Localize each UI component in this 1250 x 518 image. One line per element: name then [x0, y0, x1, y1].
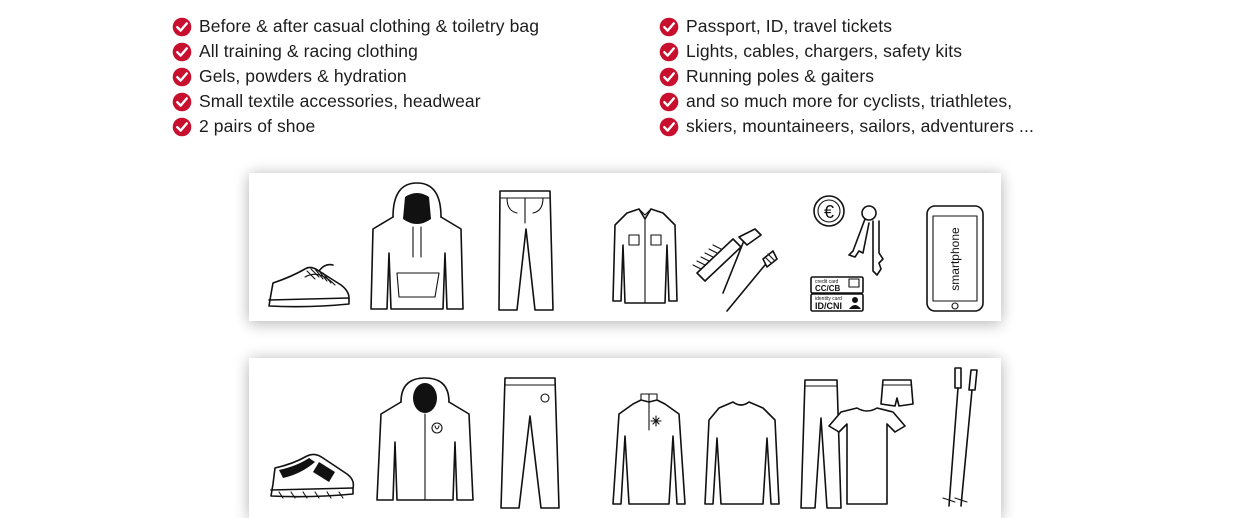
- trail-shoe-icon: [271, 454, 353, 498]
- check-icon: [659, 67, 679, 87]
- feature-text: Small textile accessories, headwear: [199, 91, 481, 111]
- feature-text: Lights, cables, chargers, safety kits: [686, 41, 963, 61]
- check-icon: [659, 117, 679, 137]
- long-sleeve-top-icon: [705, 402, 779, 504]
- feature-item: [172, 114, 539, 139]
- check-icon: [659, 17, 679, 37]
- credit-card-main-label: CC/CB: [815, 284, 841, 293]
- check-icon: [172, 117, 192, 137]
- shirt-icon: [613, 209, 677, 303]
- hoodie-icon: [371, 183, 463, 309]
- feature-text: All training & racing clothing: [199, 41, 418, 61]
- running-poles-icon: [943, 368, 977, 506]
- features-list-left: [172, 14, 539, 139]
- feature-item: [659, 114, 1034, 139]
- feature-text: Running poles & gaiters: [686, 66, 875, 86]
- coin-keys-cards-icon: [811, 196, 883, 311]
- sport-items-panel: [249, 358, 1001, 518]
- leggings-tshirt-shorts-icon: [801, 380, 913, 508]
- coin-symbol: €: [823, 202, 835, 222]
- identity-card-main-label: ID/CNI: [815, 301, 842, 311]
- feature-item: [172, 39, 539, 64]
- half-zip-top-icon: [613, 394, 685, 504]
- sport-items-illustration: [249, 358, 1001, 518]
- smartphone-icon: [927, 206, 983, 311]
- check-icon: [659, 92, 679, 112]
- feature-item: [172, 64, 539, 89]
- tights-icon: [501, 378, 559, 508]
- smartphone-text: smartphone: [948, 227, 962, 291]
- comb-razor-toothbrush-icon: [693, 229, 777, 311]
- feature-item: [659, 89, 1034, 114]
- feature-item: [659, 39, 1034, 64]
- check-icon: [659, 42, 679, 62]
- feature-text: Passport, ID, travel tickets: [686, 16, 893, 36]
- feature-text: 2 pairs of shoe: [199, 116, 316, 136]
- feature-item: [659, 14, 1034, 39]
- feature-text: skiers, mountaineers, sailors, adventurers ...: [686, 116, 1034, 136]
- casual-items-illustration: [249, 173, 1001, 321]
- casual-items-panel: [249, 173, 1001, 321]
- features-list-right: [659, 14, 1034, 139]
- feature-item: [172, 14, 539, 39]
- feature-item: [659, 64, 1034, 89]
- check-icon: [172, 42, 192, 62]
- check-icon: [172, 67, 192, 87]
- feature-text: Before & after casual clothing & toiletry bag: [199, 16, 540, 36]
- feature-text: and so much more for cyclists, triathletes,: [686, 91, 1013, 111]
- check-icon: [172, 92, 192, 112]
- feature-item: [172, 89, 539, 114]
- jeans-icon: [499, 191, 553, 310]
- sneaker-icon: [269, 265, 349, 307]
- running-jacket-icon: [377, 378, 473, 500]
- check-icon: [172, 17, 192, 37]
- credit-card-small-label: credit card: [815, 279, 839, 285]
- feature-text: Gels, powders & hydration: [199, 66, 407, 86]
- identity-card-small-label: identity card: [815, 296, 842, 302]
